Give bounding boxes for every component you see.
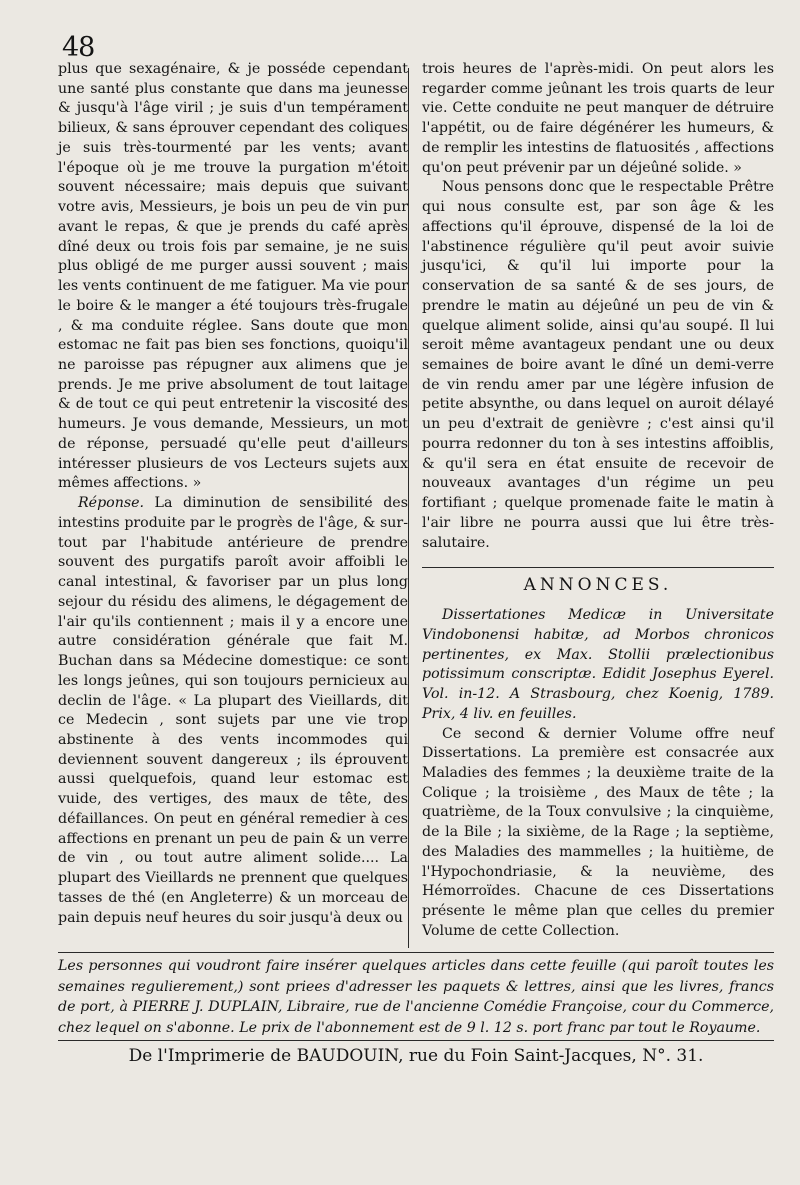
page-number: 48: [62, 32, 95, 63]
annonces-heading: ANNONCES.: [422, 567, 774, 596]
footer-rule-top: [58, 952, 774, 953]
left-column: [58, 60, 408, 928]
reponse-label: Réponse.: [78, 495, 145, 512]
reponse-paragraph: [58, 494, 408, 928]
subscription-note: Les personnes qui voudront faire insérer quelques articles dans cette feuille (qui paroît toutes les semaines regulierement,) sont priees d'adresser les paquets & lettres, ainsi que les livres, francs de port, à PIERRE J. DUPLAIN, Libraire, rue de l'ancienne Comédie Françoise, cour du Commerce, chez lequel on s'abonne. Le prix de l'abonnement est de 9 l. 12 s. port franc par tout le Royaume.: [58, 958, 774, 1036]
reponse-text: La diminution de sensibilité des intestins produite par le progrès de l'âge, & sur-tout par l'habitude antérieure de prendre souvent des purgatifs paroît avoir affoibli le canal intestinal, & favoriser par un plus long sejour du résidu des alimens, le dégagement de l'air qu'ils contiennent ; mais il y a encore une autre considération générale que fait M. Buchan dans sa Médecine domestique: ce sont les longs jeûnes, qui son toujours pernicieux au declin de l'âge. « La plupart des Vieillards, dit ce Medecin , sont sujets par une vie trop abstinente à des vents incommodes qui deviennent souvent dangereux ; ils éprouvent aussi quelquefois, quand leur estomac est vuide, des vertiges, des maux de tête, des défaillances. On peut en général remedier à ces affections en prenant un peu de pain & un verre de vin , ou tout autre aliment solide.... La plupart des Vieillards ne prennent que quelques tasses de thé (en Angleterre) & un morceau de pain depuis neuf heures du soir jusqu'à deux ou: [58, 495, 408, 926]
footer-rule-bottom: [58, 1040, 774, 1041]
letter-paragraph: plus que sexagénaire, & je posséde cependant une santé plus constante que dans ma jeunesse & jusqu'à l'âge viril ; je suis d'un tempérament bilieux, & sans éprouver cependant des coliques je suis très-tourmenté par les vents; avant l'époque où je me trouve la purgation m'étoit souvent nécessaire; mais depuis que suivant votre avis, Messieurs, je bois un peu de vin pur avant le repas, & que je prends du café après dîné deux ou trois fois par semaine, je ne suis plus obligé de me purger aussi souvent ; mais les vents continuent de me fatiguer. Ma vie pour le boire & le manger a été toujours très-frugale , & ma conduite réglee. Sans doute que mon estomac ne fait pas bien ses fonctions, quoiqu'il ne paroisse pas répugner aux alimens que je prends. Je me prive absolument de tout laitage & de tout ce qui peut entretenir la viscosité des humeurs. Je vous demande, Messieurs, un mot de réponse, persuadé qu'elle peut d'ailleurs intéresser plusieurs de vos Lecteurs sujets aux mêmes affections. »: [58, 61, 408, 492]
printer-imprint: De l'Imprimerie de BAUDOUIN, rue du Foin Saint-Jacques, N°. 31.: [128, 1046, 704, 1066]
right-column: [422, 60, 774, 942]
conclusion-paragraph: Nous pensons donc que le respectable Prêtre qui nous consulte est, par son âge & les affections qu'il éprouve, dispensé de la loi de l'abstinence régulière qu'il peut avoir suivie jusqu'ici, & qu'il lui importe pour la conservation de sa santé & de ses jours, de prendre le matin au déjeûné un peu de vin & quelque aliment solide, ainsi qu'au soupé. Il lui seroit même avantageux pendant une ou deux semaines de boire avant le dîné un demi-verre de vin rendu amer par une légère infusion de petite absynthe, ou dans lequel on auroit délayé un peu d'extrait de genièvre ; c'est ainsi qu'il pourra redonner du ton à ses intestins affoiblis, & qu'il sera en état ensuite de recevoir de nouveaux avantages d'un régime un peu fortifiant ; quelque promenade faite le matin à l'air libre ne pourra aussi que lui être très-salutaire.: [422, 179, 774, 551]
annonce-citation: Dissertationes Medicæ in Universitate Vindobonensi habitæ, ad Morbos chronicos pertinentes, ex Max. Stollii prælectionibus potissimum conscriptæ. Edidit Josephus Eyerel. Vol. in-12. A Strasbourg, chez Koenig, 1789. Prix, 4 liv. en feuilles.: [422, 607, 774, 722]
quote-continuation: trois heures de l'après-midi. On peut alors les regarder comme jeûnant les trois quarts de leur vie. Cette conduite ne peut manquer de détruire l'appétit, ou de faire dégénérer les humeurs, & de remplir les intestins de flatuosités , affections qu'on peut prévenir par un déjeûné solide. »: [422, 61, 774, 176]
column-divider: [408, 68, 409, 948]
annonce-description: Ce second & dernier Volume offre neuf Dissertations. La première est consacrée aux Maladies des femmes ; la deuxième traite de la Colique ; la troisième , des Maux de tête ; la quatrième, de la Toux convulsive ; la cinquième, de la Bile ; la sixième, de la Rage ; la septième, des Maladies des mammelles ; la huitième, de l'Hypochondriasie, & la neuvième, des Hémorroïdes. Chacune de ces Dissertations présente le même plan que celles du premier Volume de cette Collection.: [422, 725, 774, 939]
